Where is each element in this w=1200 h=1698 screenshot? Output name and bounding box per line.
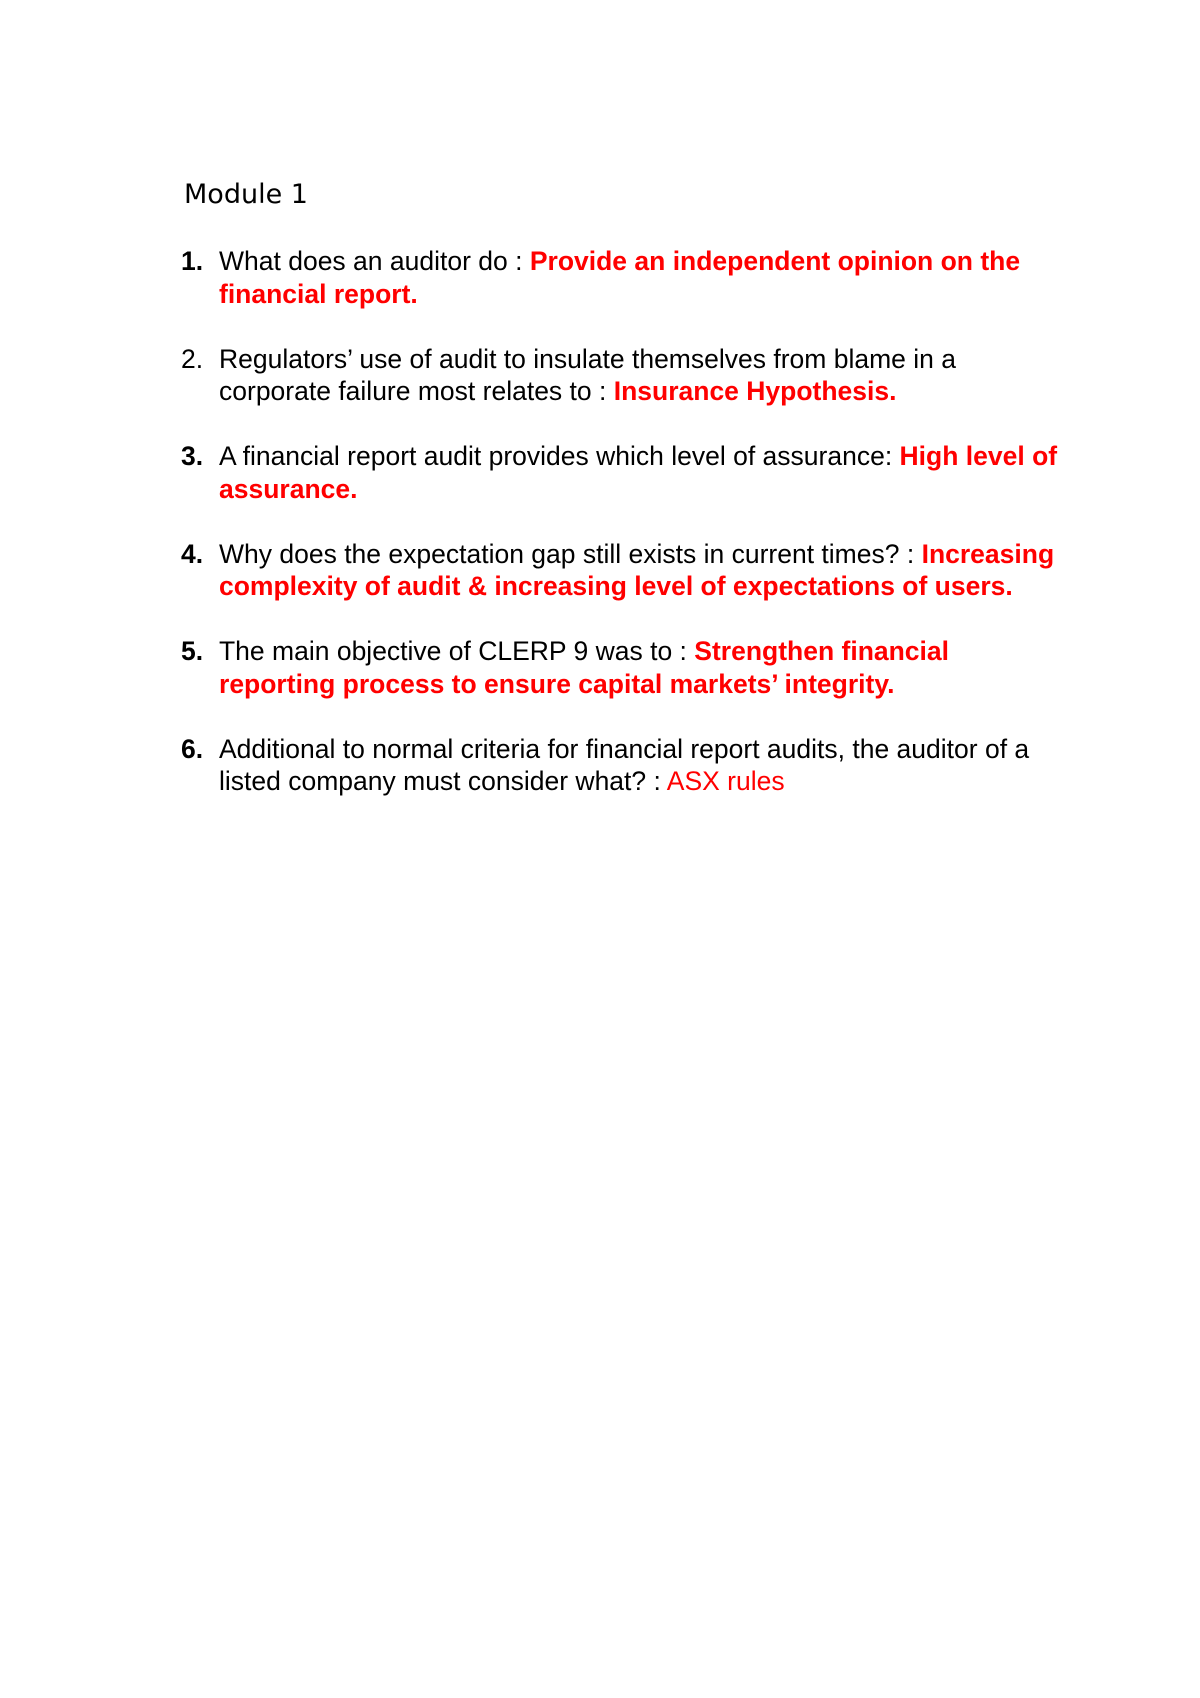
question-text: A financial report audit provides which level of assurance: — [219, 441, 900, 471]
question-item-3 — [181, 440, 1061, 505]
question-number: 1. — [181, 246, 204, 276]
question-number: 5. — [181, 636, 204, 666]
question-number: 3. — [181, 441, 204, 471]
question-item-2 — [181, 343, 1061, 408]
question-list — [181, 245, 1061, 830]
question-number: 2. — [181, 343, 204, 374]
question-item-1 — [181, 245, 1061, 310]
question-item-4 — [181, 538, 1061, 603]
question-text: What does an auditor do : — [219, 246, 530, 276]
answer-text: Insurance Hypothesis. — [613, 376, 897, 406]
question-text: The main objective of CLERP 9 was to : — [219, 636, 695, 666]
answer-text: ASX rules — [666, 766, 785, 796]
answer-text: High level of assurance. — [219, 441, 1058, 504]
question-item-6 — [181, 733, 1061, 798]
answer-text: Strengthen financial reporting process to ensure capital markets’ integrity. — [219, 636, 950, 699]
question-text: Regulators’ use of audit to insulate themselves from blame in a corporate failure most relates to : — [219, 343, 956, 406]
question-number: 6. — [181, 733, 204, 764]
answer-text: Provide an independent opinion on the financial report. — [219, 246, 1021, 309]
question-number: 4. — [181, 538, 204, 569]
module-title: Module 1 — [184, 179, 308, 210]
answer-text: Increasing complexity of audit & increasing level of expectations of users. — [219, 538, 1055, 601]
question-text: Additional to normal criteria for financial report audits, the auditor of a listed company must consider what? : — [219, 733, 1030, 796]
question-text: Why does the expectation gap still exists in current times? : — [219, 538, 922, 569]
question-item-5 — [181, 635, 1061, 700]
